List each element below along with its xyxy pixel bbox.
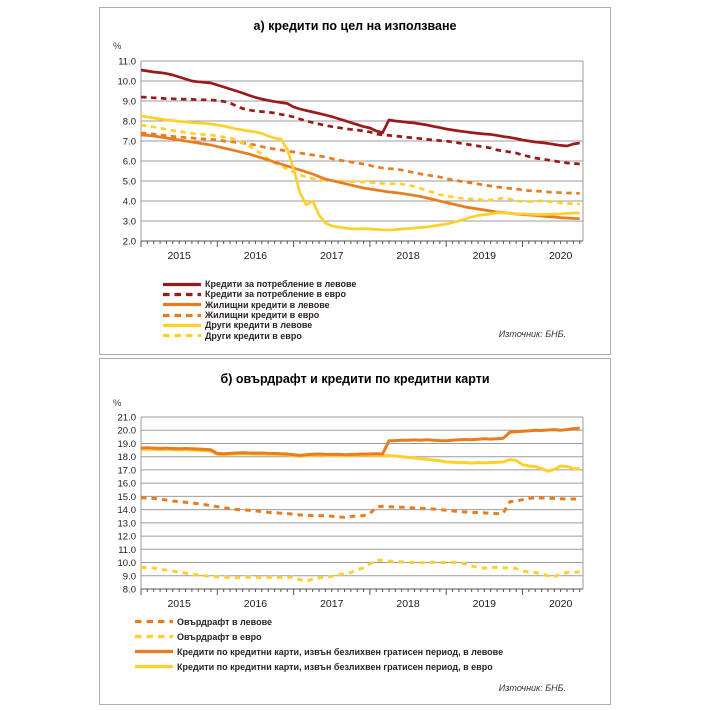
legend-item	[162, 330, 356, 340]
y-tick-label: 19.0	[117, 438, 136, 450]
x-tick-label: 2017	[320, 598, 344, 610]
y-tick-label: 9.0	[122, 96, 136, 108]
x-tick-label: 2019	[472, 598, 497, 610]
panel-credits-by-purpose	[99, 7, 611, 355]
x-tick-label: 2017	[320, 250, 344, 262]
series-line-3	[141, 449, 580, 471]
y-tick-label: 15.0	[117, 491, 136, 503]
legend-dashed-line-swatch	[162, 312, 202, 319]
y-tick-label: 8.0	[122, 584, 136, 596]
y-tick-label: 21.0	[117, 412, 136, 424]
legend-dashed-line-swatch	[162, 332, 202, 339]
y-tick-label: 6.0	[122, 156, 136, 168]
y-tick-label: 17.0	[117, 465, 136, 477]
y-tick-label: 10.0	[117, 558, 136, 570]
legend-label: Овърдрафт в левове	[177, 616, 272, 627]
legend-item	[134, 629, 503, 644]
y-tick-label: 18.0	[117, 452, 136, 464]
legend-item	[162, 310, 356, 320]
legend-label: Кредити за потребление в левове	[205, 279, 357, 290]
legend-solid-line-swatch	[134, 648, 174, 655]
x-tick-label: 2016	[243, 250, 268, 262]
y-tick-label: 13.0	[117, 518, 136, 530]
y-tick-label: 11.0	[118, 56, 136, 68]
legend-label: Овърдрафт в евро	[177, 631, 262, 642]
series-line-1	[141, 560, 580, 581]
legend-item	[162, 300, 356, 310]
legend-label: Кредити по кредитни карти, извън безлихвен гратисен период, в левове	[177, 646, 504, 657]
legend-solid-line-swatch	[134, 663, 174, 670]
x-tick-label: 2015	[167, 250, 191, 262]
x-tick-label: 2016	[243, 598, 268, 610]
y-tick-label: 11.0	[118, 544, 136, 556]
legend-label: Жилищни кредити в евро	[205, 310, 320, 321]
x-tick-label: 2018	[396, 250, 420, 262]
y-tick-label: 4.0	[122, 196, 136, 208]
y-tick-label: 8.0	[122, 116, 136, 128]
legend-label: Кредити за потребление в евро	[205, 289, 347, 300]
y-tick-label: 9.0	[122, 571, 136, 583]
y-tick-label: 10.0	[117, 76, 136, 88]
legend	[162, 279, 356, 341]
series-line-4	[141, 116, 580, 230]
legend-label: Жилищни кредити в левове	[205, 299, 330, 310]
y-tick-label: 7.0	[122, 136, 136, 148]
y-tick-label: 16.0	[117, 478, 136, 490]
y-axis-unit-label: %	[113, 41, 122, 52]
legend-item	[134, 644, 503, 659]
legend-solid-line-swatch	[162, 322, 202, 329]
x-tick-label: 2015	[167, 598, 191, 610]
legend-item	[162, 289, 356, 299]
y-tick-label: 5.0	[122, 176, 136, 188]
legend	[134, 614, 503, 674]
y-tick-label: 3.0	[122, 216, 136, 228]
y-tick-label: 12.0	[117, 531, 136, 543]
x-tick-label: 2020	[548, 250, 573, 262]
legend-item	[134, 659, 503, 674]
overdraft-cards-chart	[100, 359, 610, 611]
legend-dashed-line-swatch	[162, 291, 202, 298]
y-tick-label: 14.0	[117, 505, 136, 517]
y-tick-label: 2.0	[122, 236, 136, 248]
panel-overdraft-cards	[99, 358, 611, 705]
source-note: Източник: БНБ.	[498, 683, 566, 693]
x-tick-label: 2020	[548, 598, 573, 610]
legend-dashed-line-swatch	[134, 633, 174, 640]
legend-item	[162, 320, 356, 330]
y-tick-label: 20.0	[117, 425, 136, 437]
legend-label: Кредити по кредитни карти, извън безлихвен гратисен период, в евро	[177, 661, 493, 672]
legend-item	[134, 614, 503, 629]
series-line-3	[141, 133, 580, 193]
purpose-credits-chart	[100, 8, 610, 272]
chart-title: а) кредити по цел на използване	[253, 19, 457, 33]
legend-label: Други кредити в евро	[205, 330, 302, 341]
legend-solid-line-swatch	[162, 281, 202, 288]
series-line-2	[141, 135, 580, 219]
legend-label: Други кредити в левове	[205, 320, 313, 331]
legend-solid-line-swatch	[162, 301, 202, 308]
x-tick-label: 2019	[472, 250, 497, 262]
series-line-0	[141, 498, 580, 518]
legend-item	[162, 279, 356, 289]
x-tick-label: 2018	[396, 598, 420, 610]
legend-dashed-line-swatch	[134, 618, 174, 625]
chart-title: б) овърдрафт и кредити по кредитни карти	[220, 372, 490, 386]
y-axis-unit-label: %	[113, 398, 122, 409]
series-line-1	[141, 97, 580, 164]
source-note: Източник: БНБ.	[498, 329, 566, 339]
